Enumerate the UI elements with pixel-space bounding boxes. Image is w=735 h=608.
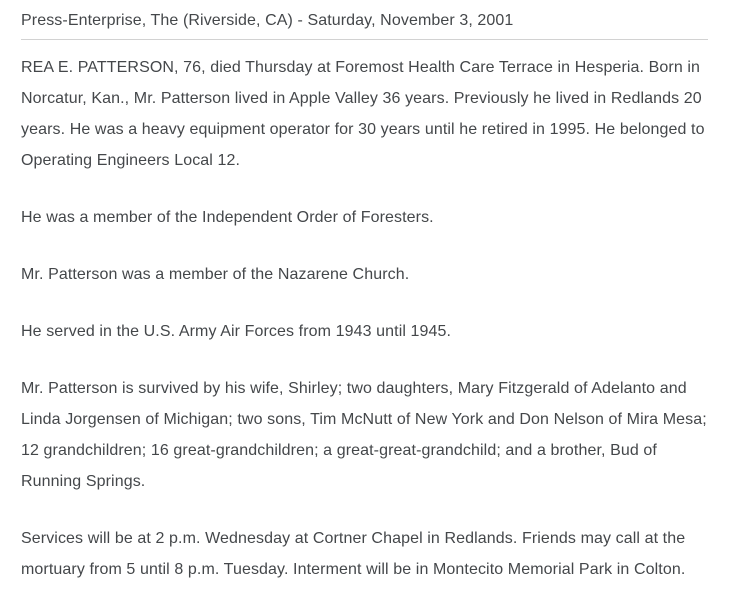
obituary-article	[21, 52, 711, 585]
obituary-paragraph-church: Mr. Patterson was a member of the Nazarene Church.	[21, 266, 410, 283]
obituary-paragraph-foresters: He was a member of the Independent Order of Foresters.	[21, 209, 434, 226]
obituary-paragraph-services: Services will be at 2 p.m. Wednesday at Cortner Chapel in Redlands. Friends may call at the mortuary from 5 until 8 p.m. Tuesday. Interment will be in Montecito Memorial Park in Colton.	[21, 530, 686, 578]
obituary-paragraph-military: He served in the U.S. Army Air Forces from 1943 until 1945.	[21, 323, 452, 340]
header-divider	[21, 39, 708, 40]
source-date-line: Press-Enterprise, The (Riverside, CA) - Saturday, November 3, 2001	[21, 12, 514, 29]
obituary-paragraph-bio: REA E. PATTERSON, 76, died Thursday at Foremost Health Care Terrace in Hesperia. Born in Norcatur, Kan., Mr. Patterson lived in Apple Valley 36 years. Previously he lived in Redlands 20 years. He was a heavy equipment operator for 30 years until he retired in 1995. He belonged to Operating Engineers Local 12.	[21, 59, 705, 169]
obituary-paragraph-survivors: Mr. Patterson is survived by his wife, Shirley; two daughters, Mary Fitzgerald of Adelanto and Linda Jorgensen of Michigan; two sons, Tim McNutt of New York and Don Nelson of Mira Mesa; 12 grandchildren; 16 great-grandchildren; a great-great-grandchild; and a brother, Bud of Running Springs.	[21, 380, 707, 490]
